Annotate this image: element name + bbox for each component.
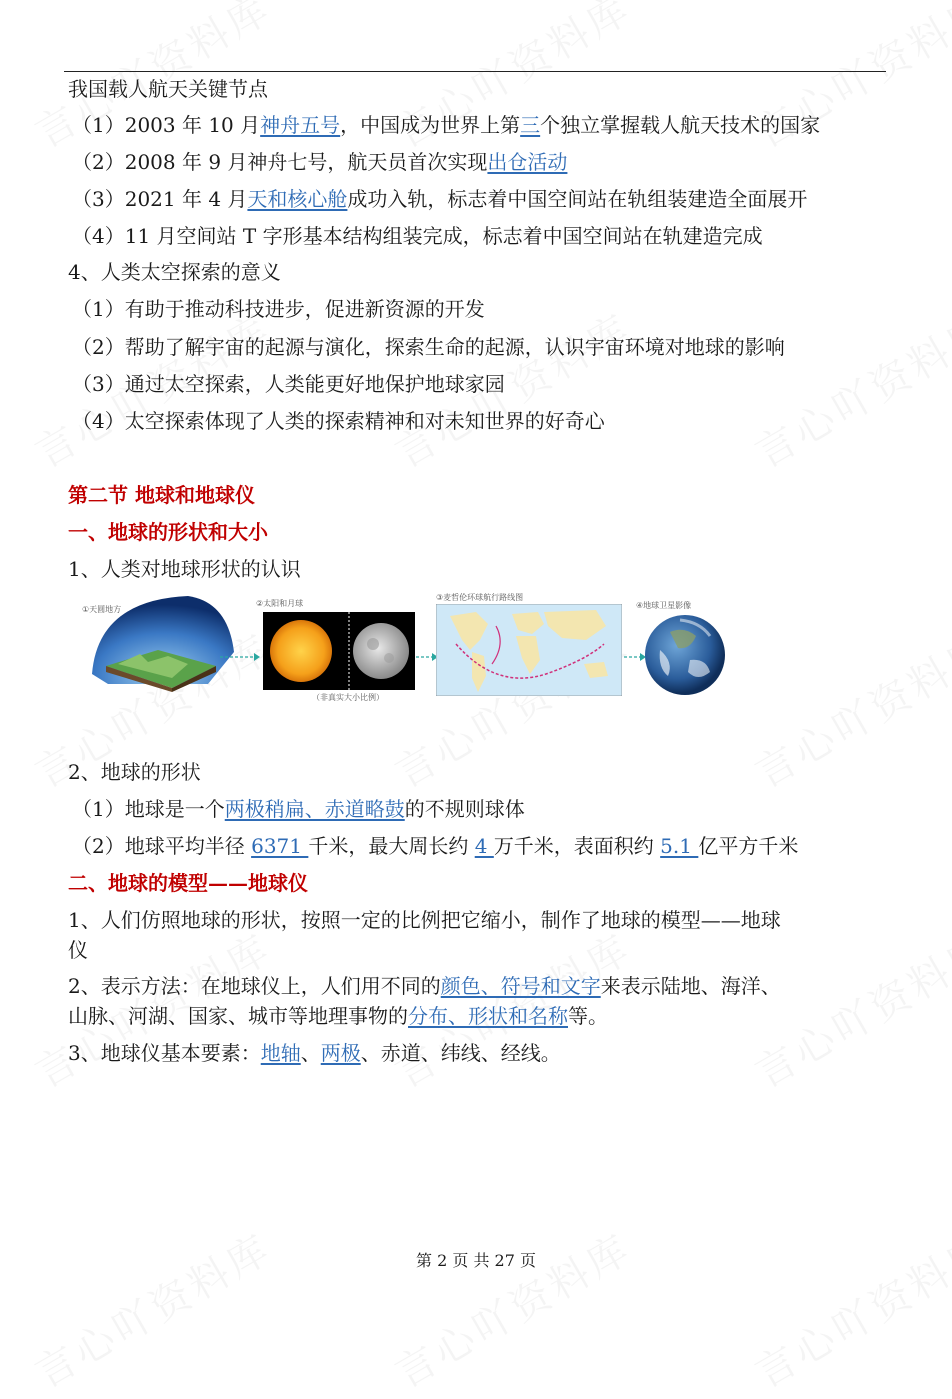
item-text: 、 — [300, 1041, 321, 1065]
item-text: 个独立掌握载人航天技术的国家 — [540, 113, 821, 137]
paragraph: 1、人们仿照地球的形状，按照一定的比例把它缩小，制作了地球的模型——地球 — [68, 908, 781, 932]
figure-caption: ①天圆地方 — [82, 605, 122, 614]
list-item: （4）11 月空间站 T 字形基本结构组装完成，标志着中国空间站在轨建造完成 — [72, 224, 763, 248]
keyword-link: 4 — [474, 834, 494, 858]
item-text: 亿平方千米 — [698, 834, 799, 858]
item-text: 来表示陆地、海洋、 — [600, 974, 781, 998]
chapter-title: 第二节 地球和地球仪 — [68, 483, 255, 507]
header-rule — [64, 71, 886, 72]
earth-satellite-image — [640, 610, 730, 700]
list-item — [72, 112, 820, 138]
keyword-link: 分布、形状和名称 — [408, 1004, 568, 1028]
sky-dome-illustration — [88, 592, 238, 692]
item-text: 等。 — [568, 1004, 608, 1028]
watermark — [23, 1218, 280, 1399]
watermark — [743, 1218, 952, 1399]
watermark — [743, 618, 952, 799]
item-text: 千米，最大周长约 — [308, 834, 475, 858]
keyword-link: 三 — [520, 113, 541, 137]
paragraph: 仪 — [68, 938, 88, 962]
keyword-link: 6371 — [251, 834, 309, 858]
watermark — [743, 298, 952, 479]
paragraph — [68, 973, 781, 999]
item-text: 2、表示方法：在地球仪上，人们用不同的 — [68, 974, 441, 998]
paragraph — [68, 1003, 608, 1029]
arrow-icon — [416, 652, 438, 662]
keyword-link: 两极稍扁、赤道略鼓 — [224, 797, 405, 821]
list-item: （2）帮助了解宇宙的起源与演化，探索生命的起源，认识宇宙环境对地球的影响 — [72, 335, 785, 359]
section-heading: 4、人类太空探索的意义 — [68, 260, 281, 284]
earth-shape-figures — [80, 588, 760, 713]
part-title: 二、地球的模型——地球仪 — [68, 871, 308, 895]
item-text: （1）2003 年 10 月 — [72, 113, 261, 137]
list-item — [72, 796, 525, 822]
keyword-link: 神舟五号 — [260, 113, 341, 137]
item-text: 、赤道、纬线、经线。 — [360, 1041, 561, 1065]
part-title: 一、地球的形状和大小 — [68, 520, 268, 544]
keyword-link: 两极 — [320, 1041, 361, 1065]
keyword-link: 颜色、符号和文字 — [440, 974, 601, 998]
figure-caption: ④地球卫星影像 — [636, 601, 692, 610]
watermark — [743, 918, 952, 1099]
item-text: 3、地球仪基本要素： — [68, 1041, 261, 1065]
item-text: （2）地球平均半径 — [72, 834, 252, 858]
item-text: （3）2021 年 4 月 — [72, 187, 248, 211]
figure-caption: ②太阳和月球 — [256, 599, 304, 608]
keyword-link: 出仓活动 — [487, 150, 568, 174]
paragraph — [68, 1040, 561, 1066]
list-item: （4）太空探索体现了人类的探索精神和对未知世界的好奇心 — [72, 409, 605, 433]
magellan-route-map — [436, 604, 622, 696]
figure-caption: （非真实大小比例） — [312, 693, 384, 702]
item-text: 山脉、河湖、国家、城市等地理事物的 — [68, 1004, 408, 1028]
watermark — [383, 1218, 640, 1399]
keyword-link: 地轴 — [260, 1041, 301, 1065]
subsection-heading: 2、地球的形状 — [68, 760, 201, 784]
list-item — [72, 186, 807, 212]
item-text: （1）地球是一个 — [72, 797, 225, 821]
keyword-link: 天和核心舱 — [247, 187, 348, 211]
figure-caption: ③麦哲伦环球航行路线图 — [436, 593, 524, 602]
item-text: （2）2008 年 9 月神舟七号，航天员首次实现 — [72, 150, 488, 174]
section-heading: 我国载人航天关键节点 — [68, 77, 268, 101]
sun-moon-photo — [263, 612, 415, 690]
list-item: （1）有助于推动科技进步，促进新资源的开发 — [72, 297, 485, 321]
arrow-icon — [220, 652, 260, 662]
subsection-heading: 1、人类对地球形状的认识 — [68, 557, 301, 581]
list-item — [72, 149, 567, 175]
item-text: 万千米，表面积约 — [493, 834, 661, 858]
list-item: （3）通过太空探索，人类能更好地保护地球家园 — [72, 372, 505, 396]
list-item — [72, 833, 798, 859]
page-number: 第 2 页 共 27 页 — [416, 1251, 536, 1270]
keyword-link: 5.1 — [660, 834, 699, 858]
item-text: 的不规则球体 — [404, 797, 525, 821]
item-text: 成功入轨，标志着中国空间站在轨组装建造全面展开 — [347, 187, 808, 211]
item-text: ，中国成为世界上第 — [340, 113, 521, 137]
